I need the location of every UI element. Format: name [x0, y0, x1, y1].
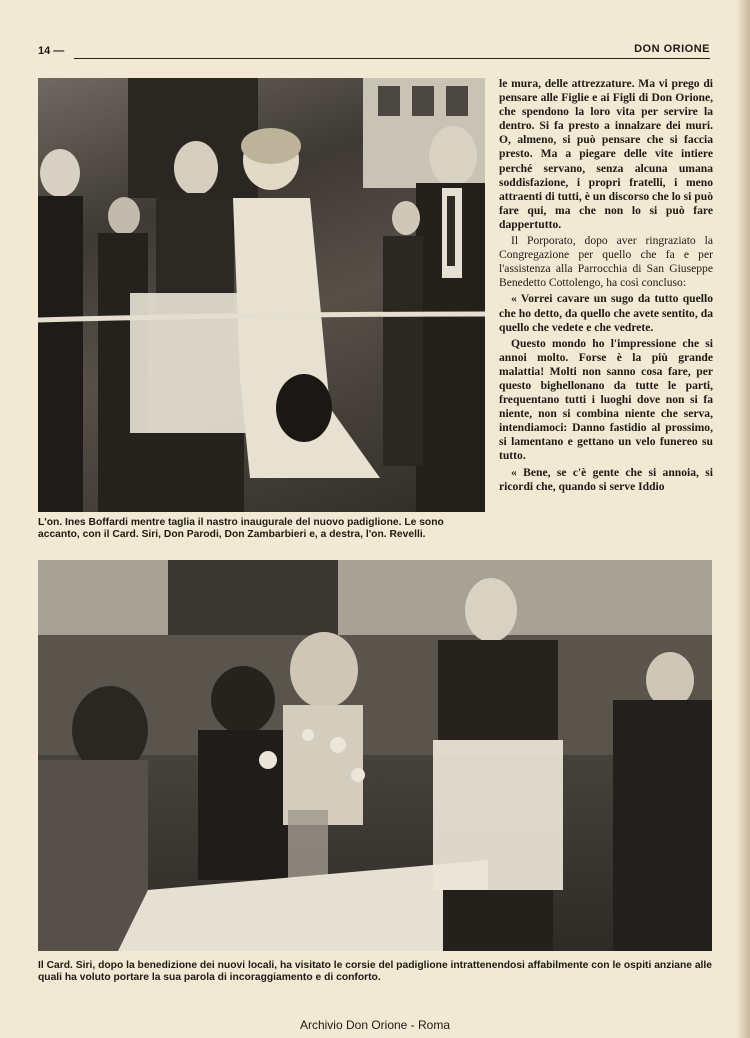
header-rule — [74, 58, 710, 59]
magazine-title: DON ORIONE — [634, 43, 710, 55]
photo-ribbon-cutting — [38, 78, 485, 512]
photo-cardinal-visit — [38, 560, 712, 951]
scan-edge-shadow — [736, 0, 750, 1038]
article-column — [499, 77, 713, 496]
page-number: 14 — — [38, 45, 65, 57]
photo-cardinal-visit-illustration — [38, 560, 712, 951]
article-paragraph-2: Il Porporato, dopo aver ringraziato la Congregazione per quello che fa e per l'assistenza alla Parrocchia di San Giuseppe Benedetto Cottolengo, ha così concluso: — [499, 234, 713, 290]
article-paragraph-3: « Vorrei cavare un sugo da tutto quello che ho detto, da quello che avete sentito, da quello che vedete e che vedrete. — [499, 292, 713, 334]
caption-top-photo: L'on. Ines Boffardi mentre taglia il nastro inaugurale del nuovo padiglione. Le sono accanto, con il Card. Siri, Don Parodi, Don Zambarbieri e, a destra, l'on. Revelli. — [38, 517, 444, 540]
article-paragraph-4: Questo mondo ho l'impressione che si annoi molto. Forse è la più grande malattia! Molti non sanno cosa fare, per questo bighellonano da tutte le parti, frequentano tutti i luoghi dove non si fa niente, non si combina niente che serva, intendiamoci: Danno fastidio al prossimo, si lamentano e gettano un velo funereo su tutto. — [499, 336, 713, 463]
article-paragraph-1: le mura, delle attrezzature. Ma vi prego di pensare alle Figlie e ai Figli di Don Orione, che spendono la loro vita per servire la dentro. Si fa presto a innalzare dei muri. O, almeno, si può pensare che si faccia presto. Ma a piegare delle vite intiere perché servano, senza alcuna umana soddisfazione, i propri fratelli, i meno attraenti di tutti, è un discorso che lo si può fare qui, ma che non lo si può fare dappertutto. — [499, 77, 713, 231]
article-paragraph-5: « Bene, se c'è gente che si annoia, si ricordi che, quando si serve Iddio — [499, 465, 713, 493]
photo-ribbon-cutting-illustration — [38, 78, 485, 512]
caption-bottom-photo: Il Card. Siri, dopo la benedizione dei nuovi locali, ha visitato le corsie del padiglione intrattenendosi affabilmente con le ospiti anziane alle quali ha voluto portare la sua parola di incoraggiamento e di conforto. — [38, 960, 713, 983]
archive-footer: Archivio Don Orione - Roma — [299, 1018, 451, 1032]
